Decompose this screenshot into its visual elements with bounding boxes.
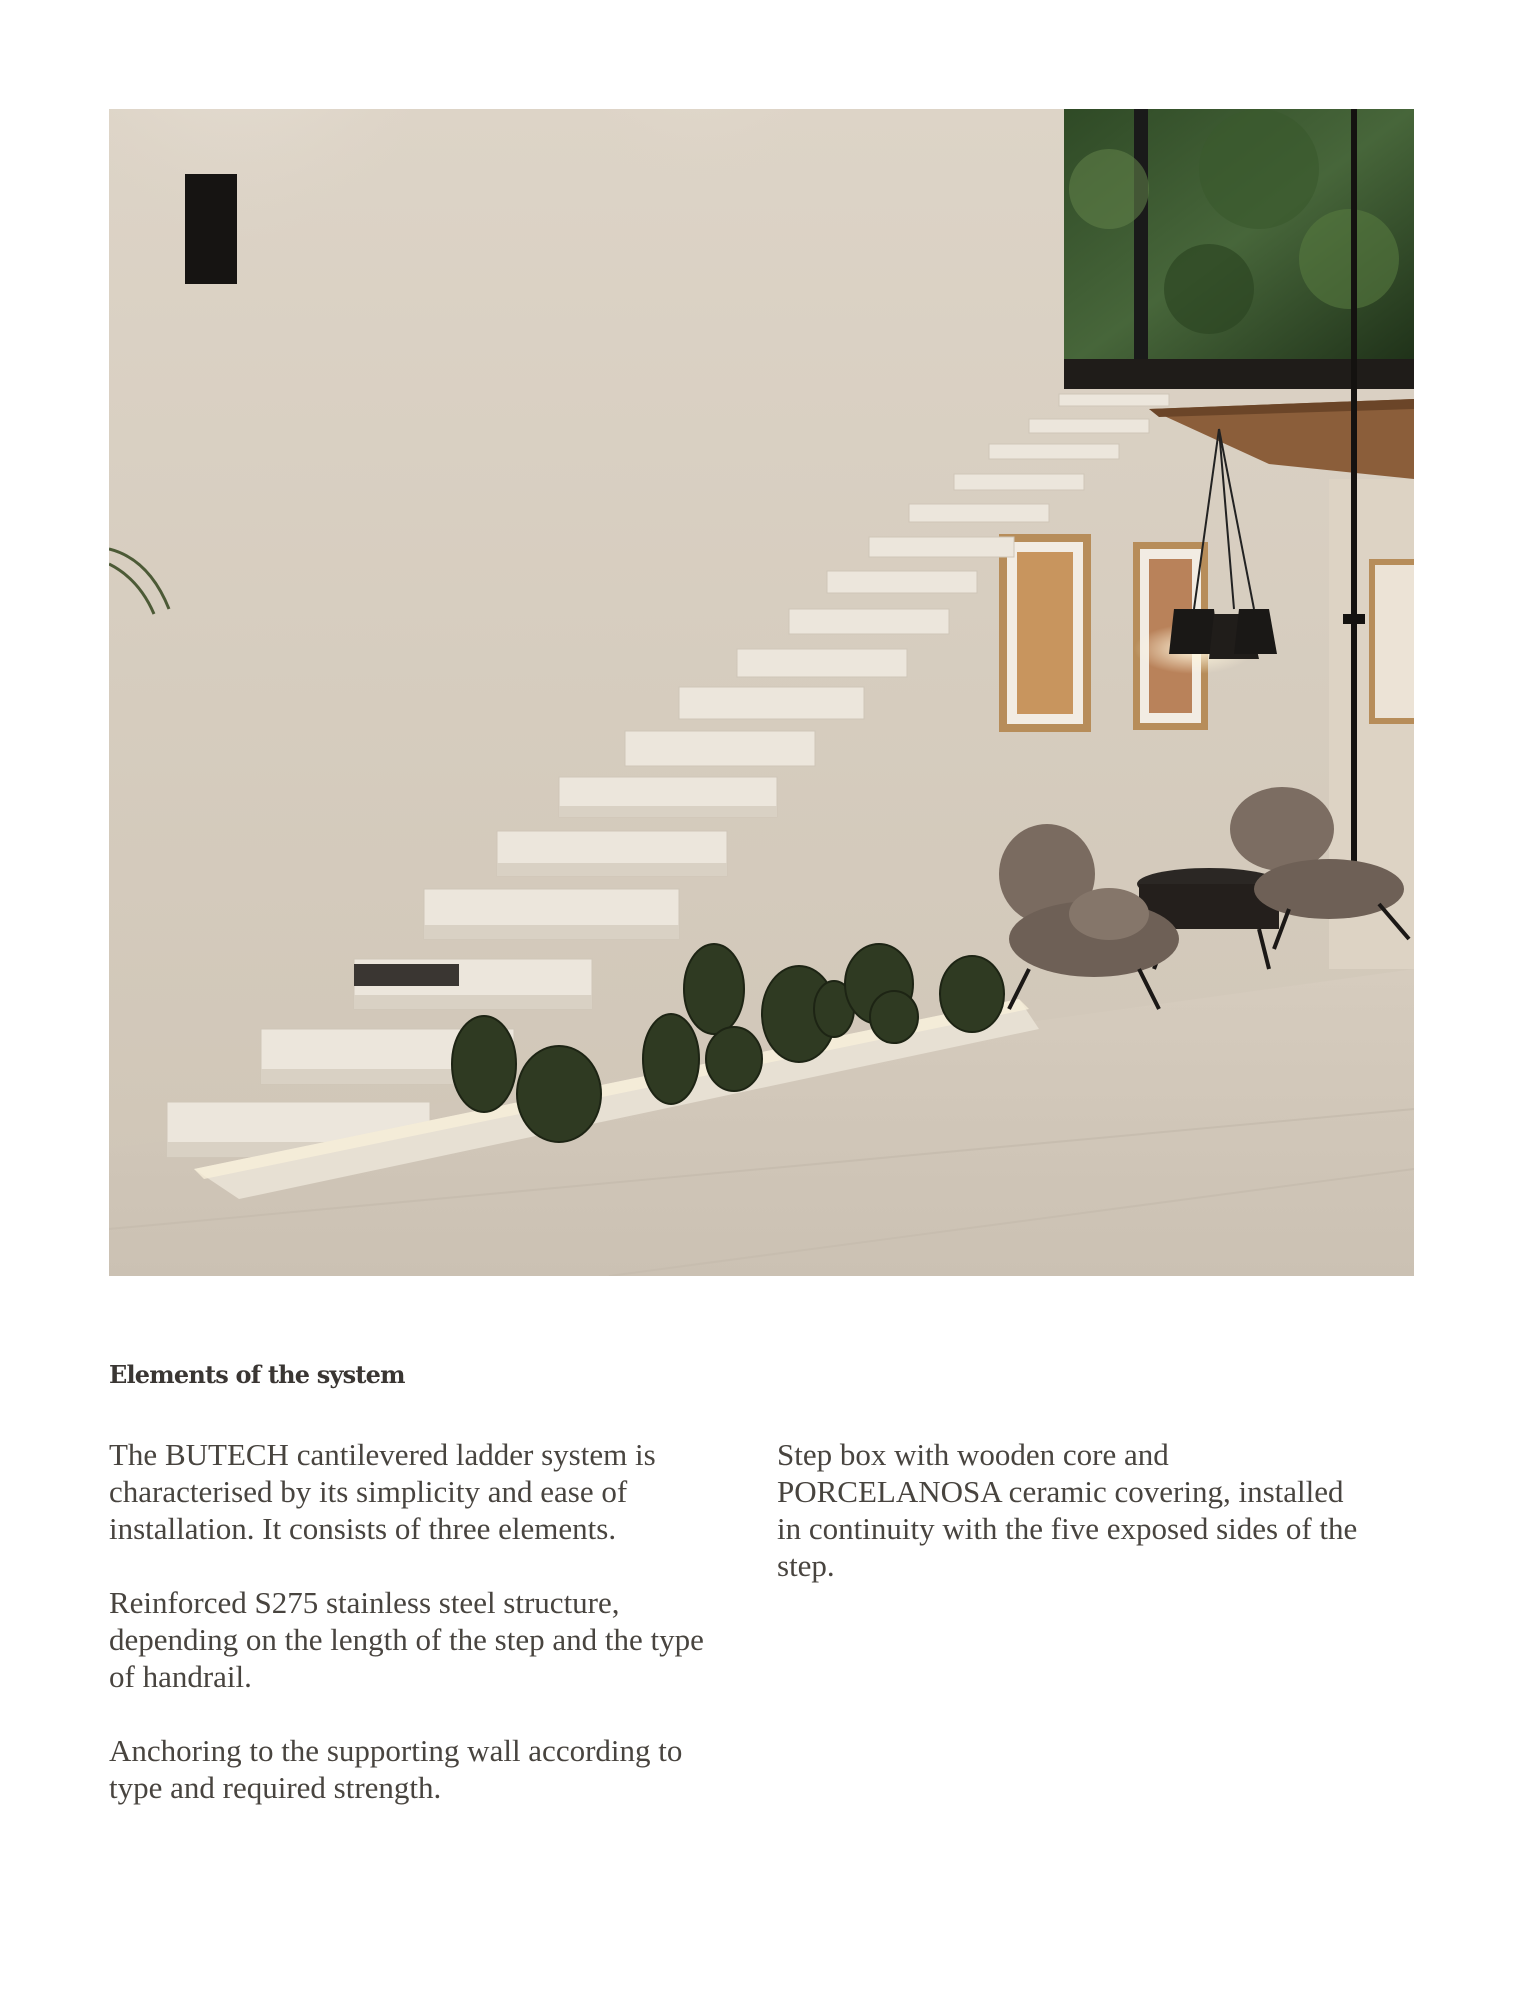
- wall-lamp-icon: [185, 174, 237, 284]
- section-heading: Elements of the system: [109, 1360, 405, 1389]
- right-text-column: [777, 1436, 1417, 1621]
- staircase-illustration: [109, 109, 1414, 1276]
- paragraph-intro: The BUTECH cantilevered ladder system is characterised by its simplicity and ease of installation. It consists of three elements.: [109, 1437, 656, 1546]
- paragraph-step-box: Step box with wooden core and PORCELANOSA ceramic covering, installed in continuity with the five exposed sides of the step.: [777, 1437, 1358, 1583]
- paragraph-structure: Reinforced S275 stainless steel structure, depending on the length of the step and the type of handrail.: [109, 1585, 704, 1694]
- interior-photo: [109, 109, 1414, 1276]
- paragraph-anchoring: Anchoring to the supporting wall according to type and required strength.: [109, 1733, 683, 1805]
- left-text-column: [109, 1436, 749, 1843]
